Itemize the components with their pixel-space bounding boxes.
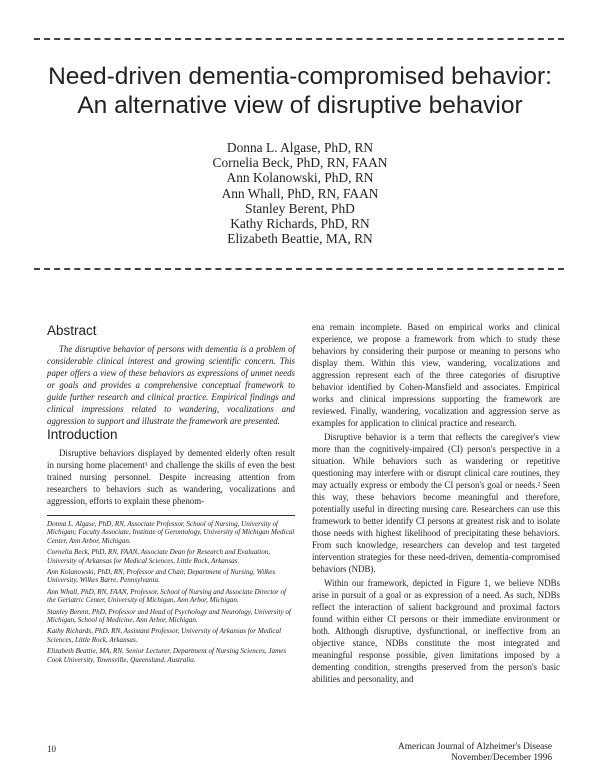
author-affiliation-footnote: Stanley Berent, PhD, Professor and Head of Psychology and Neurology, University of Michigan, School of Medicine, Ann Arbor, Michigan. — [47, 607, 291, 625]
body-paragraph: ena remain incomplete. Based on empirical works and clinical experience, we propose a framework from which to study these behaviors by considering their purpose or meaning to persons who display them. Within this view, wandering, vocalizations and aggression represent each of the three categories of disruptive behavior identified by Cohen-Mansfield and associates. Empirical works and clinical impressions supporting the framework are reviewed. Finally, wandering, vocalization and aggression serve as examples for application to clinical practice and research. — [312, 322, 560, 428]
author-affiliation-footnote: Ann Whall, PhD, RN, FAAN, Professor, School of Nursing and Associate Director of the Geriatric Center, University of Michigan, Ann Arbor, Michigan. — [47, 587, 287, 605]
author-affiliation-footnote: Cornelia Beck, PhD, RN, FAAN, Associate Dean for Research and Evaluation, University of Arkansas for Medical Sciences, Little Rock, Arkansas. — [47, 548, 271, 565]
title-line-1: Need-driven dementia-compromised behavior: — [48, 63, 552, 90]
introduction-heading: Introduction — [47, 427, 118, 442]
title-line-2: An alternative view of disruptive behavior — [77, 92, 523, 119]
author: Elizabeth Beattie, MA, RN — [227, 231, 373, 247]
author-affiliation-footnote: Elizabeth Beattie, MA, RN, Senior Lecturer, Department of Nursing Sciences, James Cook University, Townsville, Queensland, Australia. — [47, 647, 287, 664]
author: Cornelia Beck, PhD, RN, FAAN — [212, 155, 388, 171]
journal-footer — [398, 742, 552, 763]
author-affiliation-footnote: Ann Kolanowski, PhD, RN, Professor and Chair, Department of Nursing, Wilkes University, Wilkes Barre, Pennsylvania. — [47, 568, 276, 585]
right-column — [312, 321, 560, 687]
author: Kathy Richards, PhD, RN — [230, 216, 370, 232]
author: Stanley Berent, PhD — [245, 200, 355, 216]
left-column — [47, 323, 295, 667]
abstract-heading: Abstract — [47, 323, 97, 338]
body-paragraph: Within our framework, depicted in Figure 1, we believe NDBs arise in pursuit of a goal or as expression of a need. As such, NDBs reflect the interaction of salient background and proximal factors found within either CI persons or their immediate environment or both. Although disruptive, dysfunctional, or ineffective from an objective stance, NDBs constitute the most integrated and meaningful response possible, given limitations imposed by a dementing condition, strengths preserved from the person's basic abilities and personality, and — [312, 578, 560, 684]
footnote-rule — [47, 515, 295, 516]
journal-name: American Journal of Alzheimer's Disease — [398, 742, 552, 752]
abstract-text: The disruptive behavior of persons with dementia is a problem of considerable clinical interest and growing scientific concern. This paper offers a view of these behaviors as expressions of unmet needs or goals and provides a comprehensive conceptual framework to guide further research and clinical practice. Empirical findings and clinical impressions related to wandering, vocalizations and aggression to support and illustrate the framework are presented. — [47, 344, 295, 426]
author: Ann Kolanowski, PhD, RN — [226, 170, 374, 186]
body-paragraph: Disruptive behavior is a term that reflects the caregiver's view more than the cognitively-impaired (CI) person's perspective in a situation. While behaviors such as wandering or repetitive questioning may interfere with or disrupt clinical care routines, they may actually express or embody the CI person's goal or needs.² Seen this way, these behaviors become meaningful and therefore, potentially useful in directing nursing care. Researchers can use this framework to better identify CI persons at greatest risk and to isolate those needs with highest likelihood of precipitating these behaviors. From such knowledge, researchers can develop and test targeted intervention strategies for these need-driven, dementia-compromised behaviors (NDB). — [312, 432, 560, 574]
page-number: 10 — [47, 744, 56, 754]
author-list — [150, 140, 450, 246]
author: Ann Whall, PhD, RN, FAAN — [221, 185, 379, 201]
journal-issue: November/December 1996 — [451, 752, 552, 763]
header-divider-rule — [34, 268, 564, 270]
author-affiliation-footnote: Kathy Richards, PhD, RN, Assistant Professor, University of Arkansas for Medical Sciences, Little Rock, Arkansas. — [47, 627, 282, 644]
article-title — [20, 62, 580, 120]
top-rule — [34, 38, 564, 40]
introduction-paragraph: Disruptive behaviors displayed by demented elderly often result in nursing home placement¹ and challenge the skills of even the best trained nursing personnel. Despite increasing attention from researchers to behaviors such as wandering, vocalizations and aggression, efforts to explain these phenom- — [47, 448, 295, 506]
author-affiliation-footnote: Donna L. Algase, PhD, RN, Associate Professor, School of Nursing, University of Michigan; Faculty Associate, Institute of Gerontology, University of Michigan Medical Center, Ann Arbor, Michigan. — [47, 520, 295, 545]
author: Donna L. Algase, PhD, RN — [226, 140, 374, 155]
